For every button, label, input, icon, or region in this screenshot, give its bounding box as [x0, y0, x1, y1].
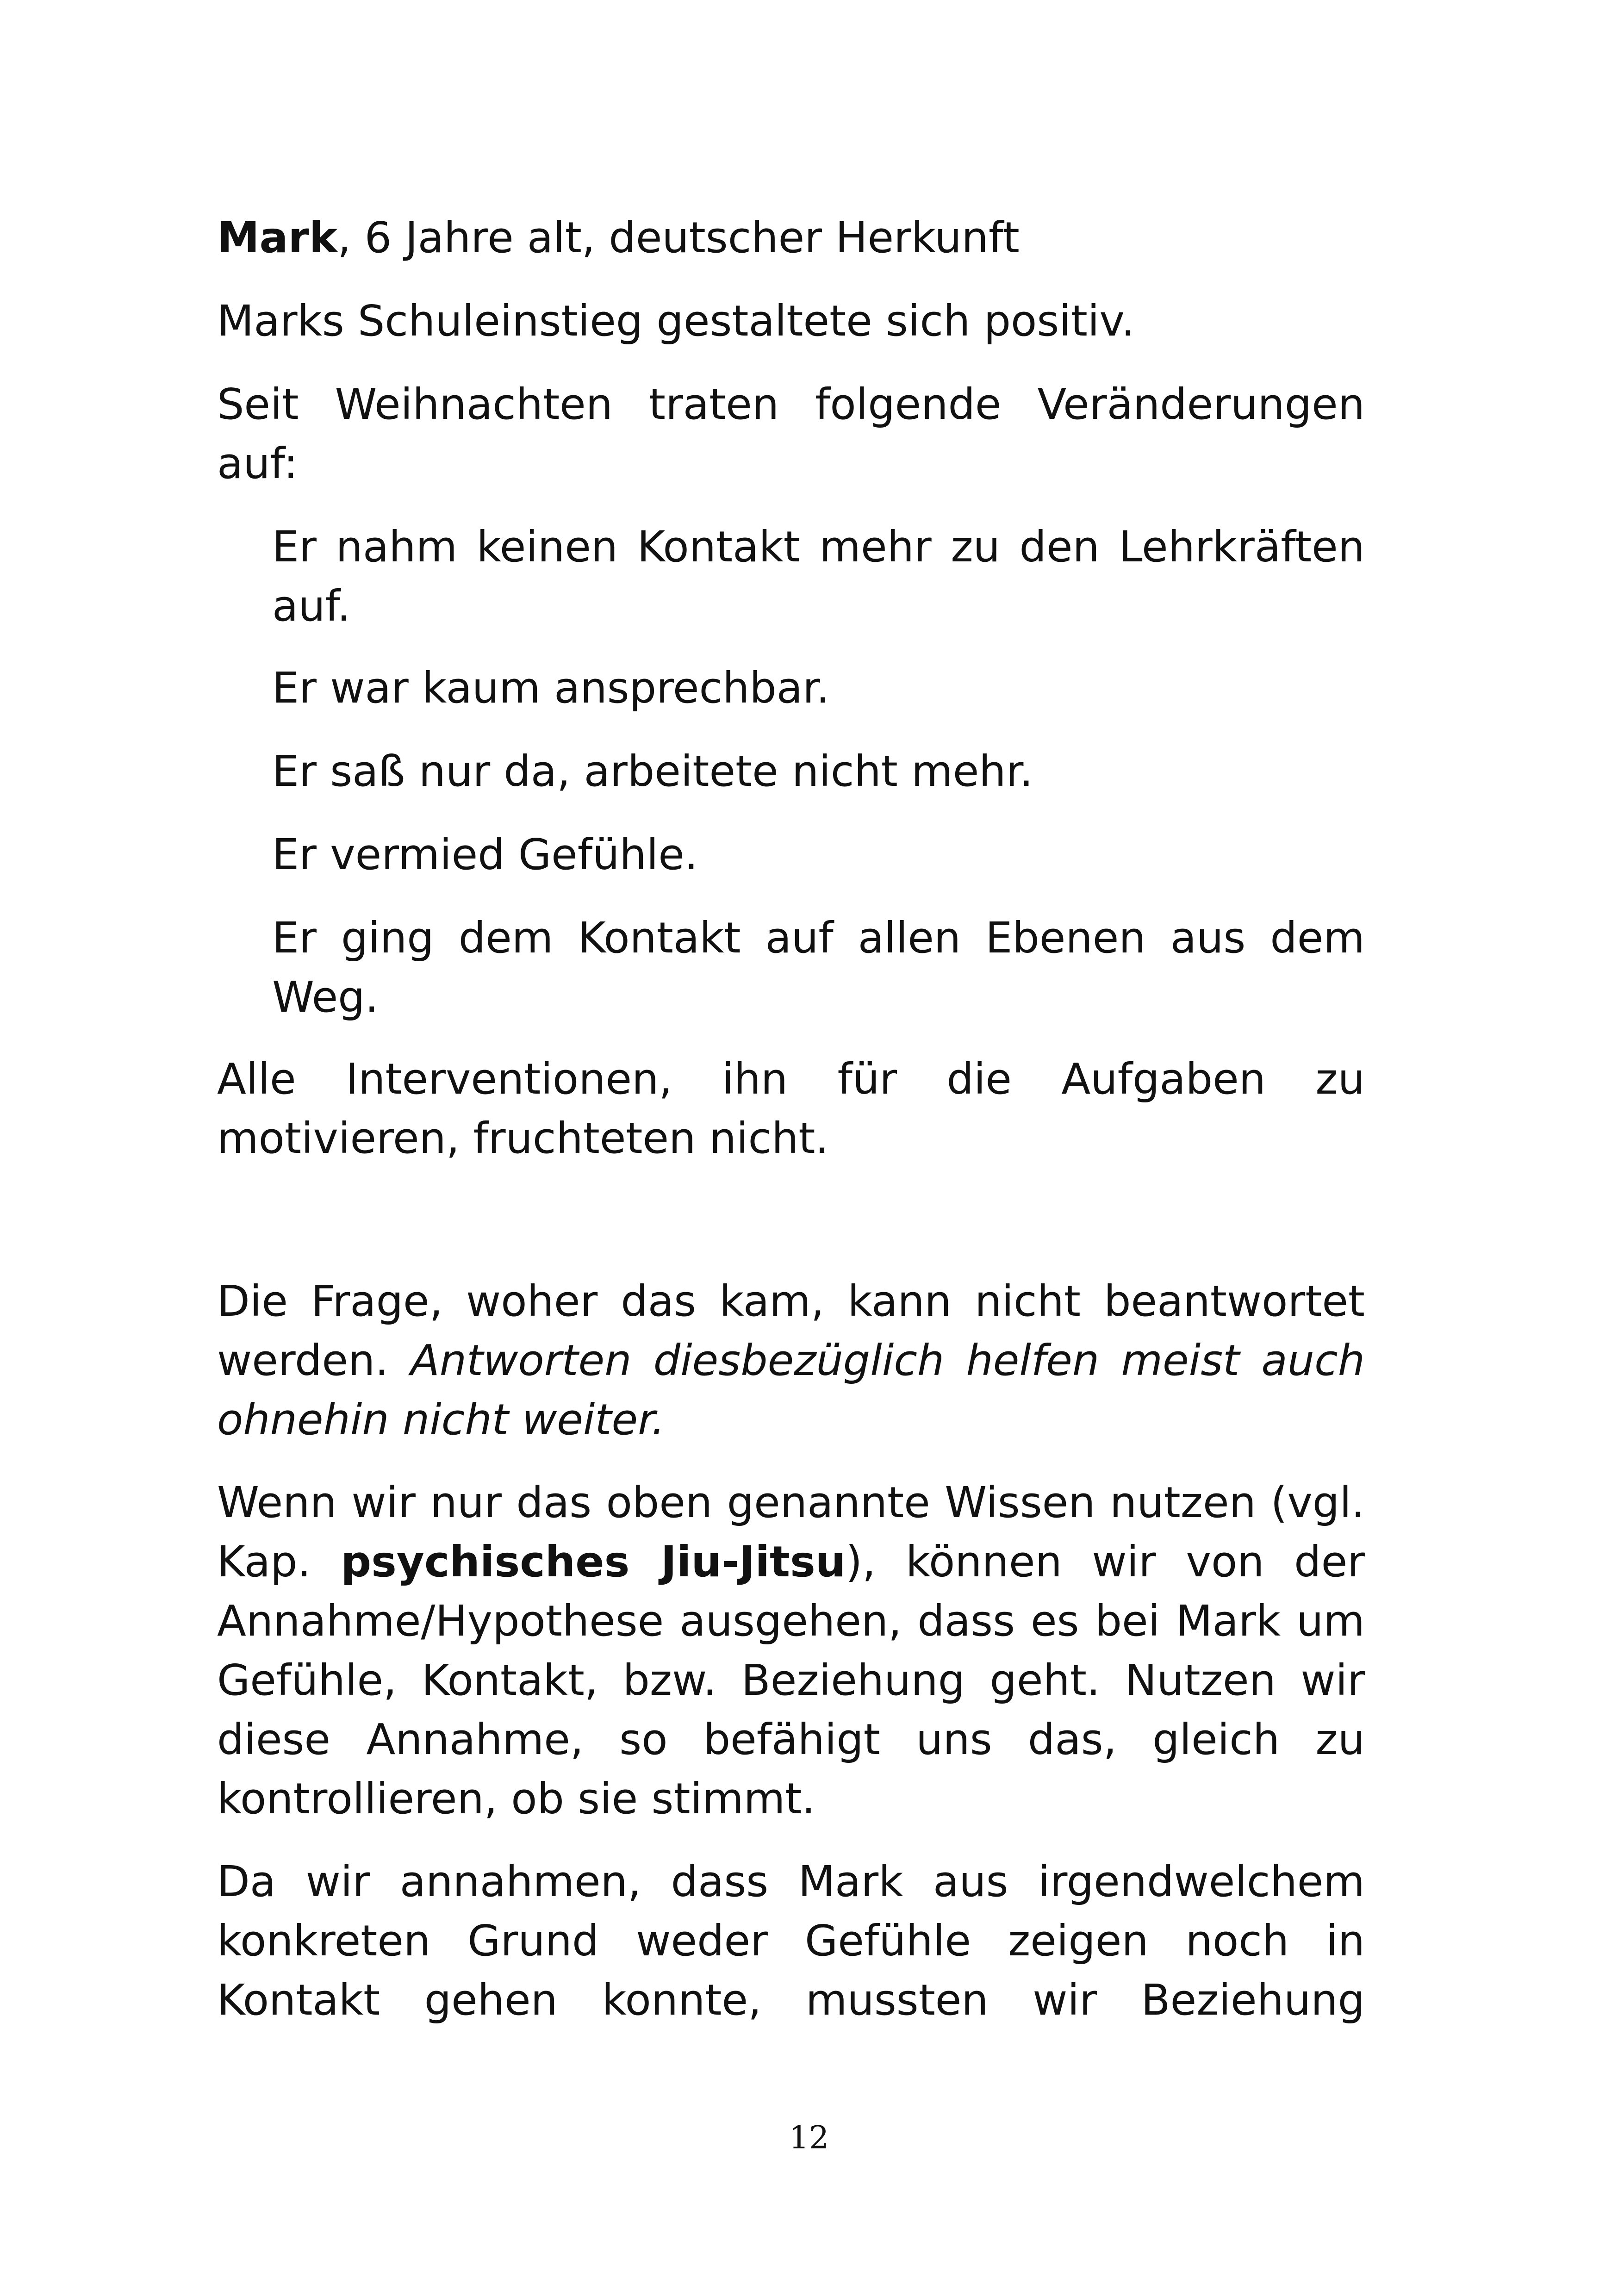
list-item: Er vermied Gefühle.	[272, 830, 698, 879]
paragraph-school-start: Marks Schuleinstieg gestaltete sich positiv.	[217, 296, 1135, 346]
paragraph-hypothesis	[217, 1473, 1365, 1829]
list-item: Er nahm keinen Kontakt mehr zu den Lehrkräften auf.	[272, 522, 1365, 631]
list-item: Er ging dem Kontakt auf allen Ebenen aus dem Weg.	[272, 913, 1365, 1022]
list-item: Er war kaum ansprechbar.	[272, 663, 830, 713]
case-heading	[217, 208, 1365, 268]
chapter-reference: psychisches Jiu-Jitsu	[341, 1537, 846, 1587]
case-name: Mark	[217, 213, 338, 262]
case-description: , 6 Jahre alt, deutscher Herkunft	[337, 213, 1020, 262]
hypothesis-text-end: ), können wir von der Annahme/Hypothese ausgehen, dass es bei Mark um Gefühle, Kontakt, bzw. Beziehung geht. Nutzen wir diese Annahme, so befähigt uns das, gleich zu kontrollieren, ob sie stimmt.	[217, 1537, 1365, 1823]
question-italic-text: Antworten diesbezüglich helfen meist auch ohnehin nicht weiter.	[217, 1336, 1365, 1444]
paragraph-changes-intro: Seit Weihnachten traten folgende Veränderungen auf:	[217, 380, 1365, 488]
paragraph-interventions: Alle Interventionen, ihn für die Aufgaben zu motivieren, fruchteten nicht.	[217, 1054, 1365, 1163]
paragraph-assumption: Da wir annahmen, dass Mark aus irgendwelchem konkreten Grund weder Gefühle zeigen noch in Kontakt gehen konnte, mussten wir Beziehung	[217, 1857, 1365, 2025]
paragraph-question	[217, 1272, 1365, 1450]
list-item: Er saß nur da, arbeitete nicht mehr.	[272, 747, 1033, 796]
question-text: Die Frage, woher das kam, kann nicht beantwortet werden.	[217, 1276, 1365, 1385]
page-number: 12	[789, 2120, 829, 2156]
hypothesis-text-start: Wenn wir nur das oben genannte Wissen nutzen (vgl. Kap.	[217, 1478, 1365, 1587]
